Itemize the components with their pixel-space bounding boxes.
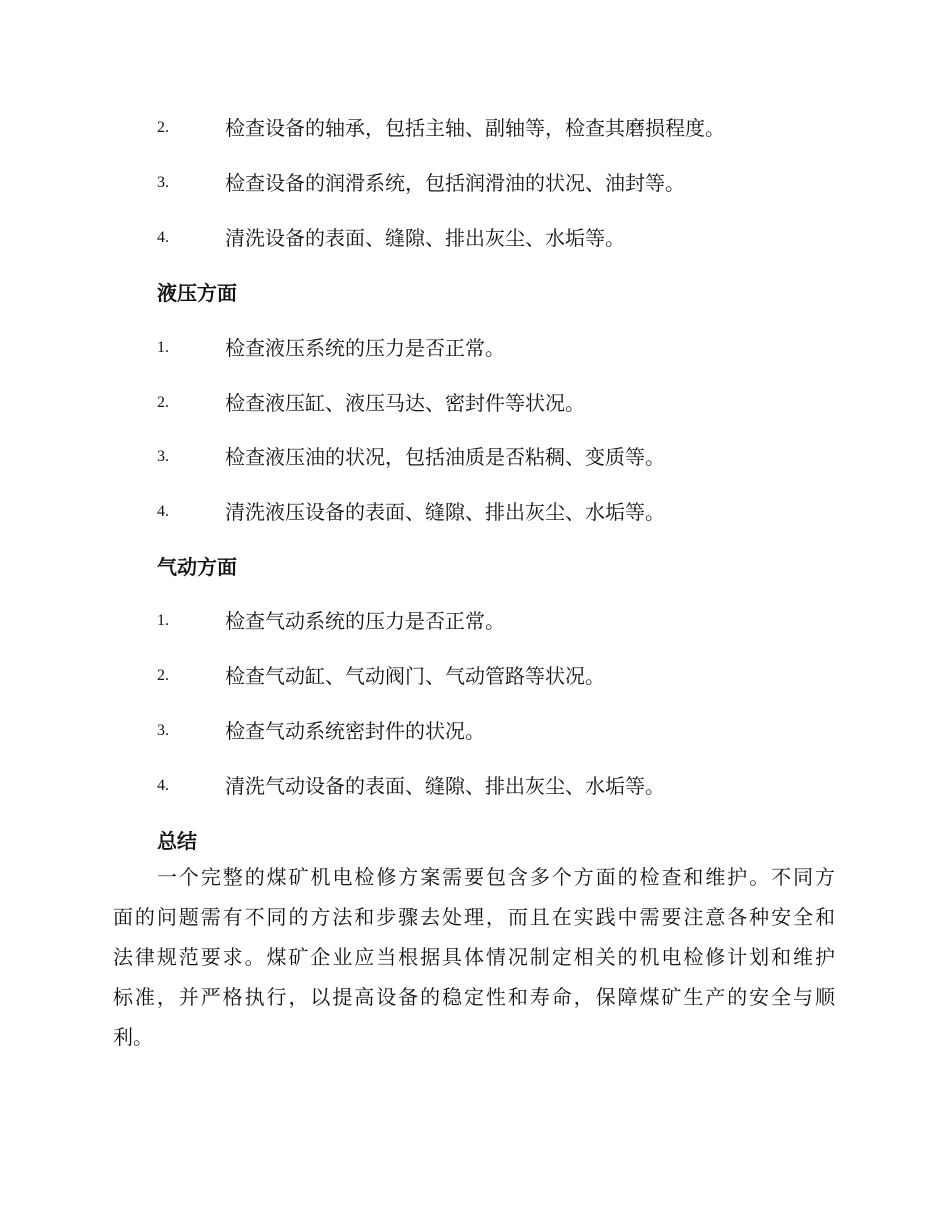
paragraph-line: 一个完整的煤矿机电检修方案需要包含多个方面的检查和维护。不同方 <box>157 865 837 889</box>
list-text: 清洗气动设备的表面、缝隙、排出灰尘、水垢等。 <box>225 774 665 798</box>
section-heading-summary <box>0 821 950 861</box>
list-item <box>0 218 950 258</box>
list-text: 清洗设备的表面、缝隙、排出灰尘、水垢等。 <box>225 226 625 250</box>
paragraph-line: 面的问题需有不同的方法和步骤去处理，而且在实践中需要注意各种安全和 <box>113 905 837 929</box>
paragraph-line: 利。 <box>113 1025 153 1049</box>
list-text: 检查液压油的状况，包括油质是否粘稠、变质等。 <box>225 445 665 469</box>
paragraph-line: 标准，并严格执行，以提高设备的稳定性和寿命，保障煤矿生产的安全与顺 <box>113 985 837 1009</box>
list-item <box>0 163 950 203</box>
list-item <box>0 383 950 423</box>
list-number: 3. <box>157 448 169 465</box>
section-heading-hydraulic <box>0 273 950 313</box>
section-heading-pneumatic <box>0 547 950 587</box>
list-item <box>0 601 950 641</box>
list-number: 3. <box>157 722 169 739</box>
list-text: 检查气动系统的压力是否正常。 <box>225 609 505 633</box>
list-number: 3. <box>157 174 169 191</box>
list-item <box>0 766 950 806</box>
list-item <box>0 656 950 696</box>
list-text: 清洗液压设备的表面、缝隙、排出灰尘、水垢等。 <box>225 500 665 524</box>
list-number: 2. <box>157 394 169 411</box>
list-item <box>0 437 950 477</box>
section-heading: 液压方面 <box>157 281 237 305</box>
paragraph-line: 法律规范要求。煤矿企业应当根据具体情况制定相关的机电检修计划和维护 <box>113 945 837 969</box>
list-text: 检查气动系统密封件的状况。 <box>225 719 485 743</box>
list-text: 检查液压缸、液压马达、密封件等状况。 <box>225 391 585 415</box>
list-item <box>0 711 950 751</box>
section-heading: 气动方面 <box>157 555 237 579</box>
list-text: 检查气动缸、气动阀门、气动管路等状况。 <box>225 664 605 688</box>
section-heading: 总结 <box>157 829 197 853</box>
list-number: 2. <box>157 119 169 136</box>
list-number: 4. <box>157 503 169 520</box>
list-number: 4. <box>157 229 169 246</box>
list-text: 检查设备的润滑系统，包括润滑油的状况、油封等。 <box>225 171 685 195</box>
list-number: 4. <box>157 777 169 794</box>
summary-paragraph <box>113 857 835 1057</box>
list-item <box>0 492 950 532</box>
list-item <box>0 328 950 368</box>
list-number: 2. <box>157 667 169 684</box>
list-item <box>0 108 950 148</box>
list-text: 检查设备的轴承，包括主轴、副轴等，检查其磨损程度。 <box>225 116 725 140</box>
list-text: 检查液压系统的压力是否正常。 <box>225 336 505 360</box>
list-number: 1. <box>157 339 169 356</box>
list-number: 1. <box>157 612 169 629</box>
